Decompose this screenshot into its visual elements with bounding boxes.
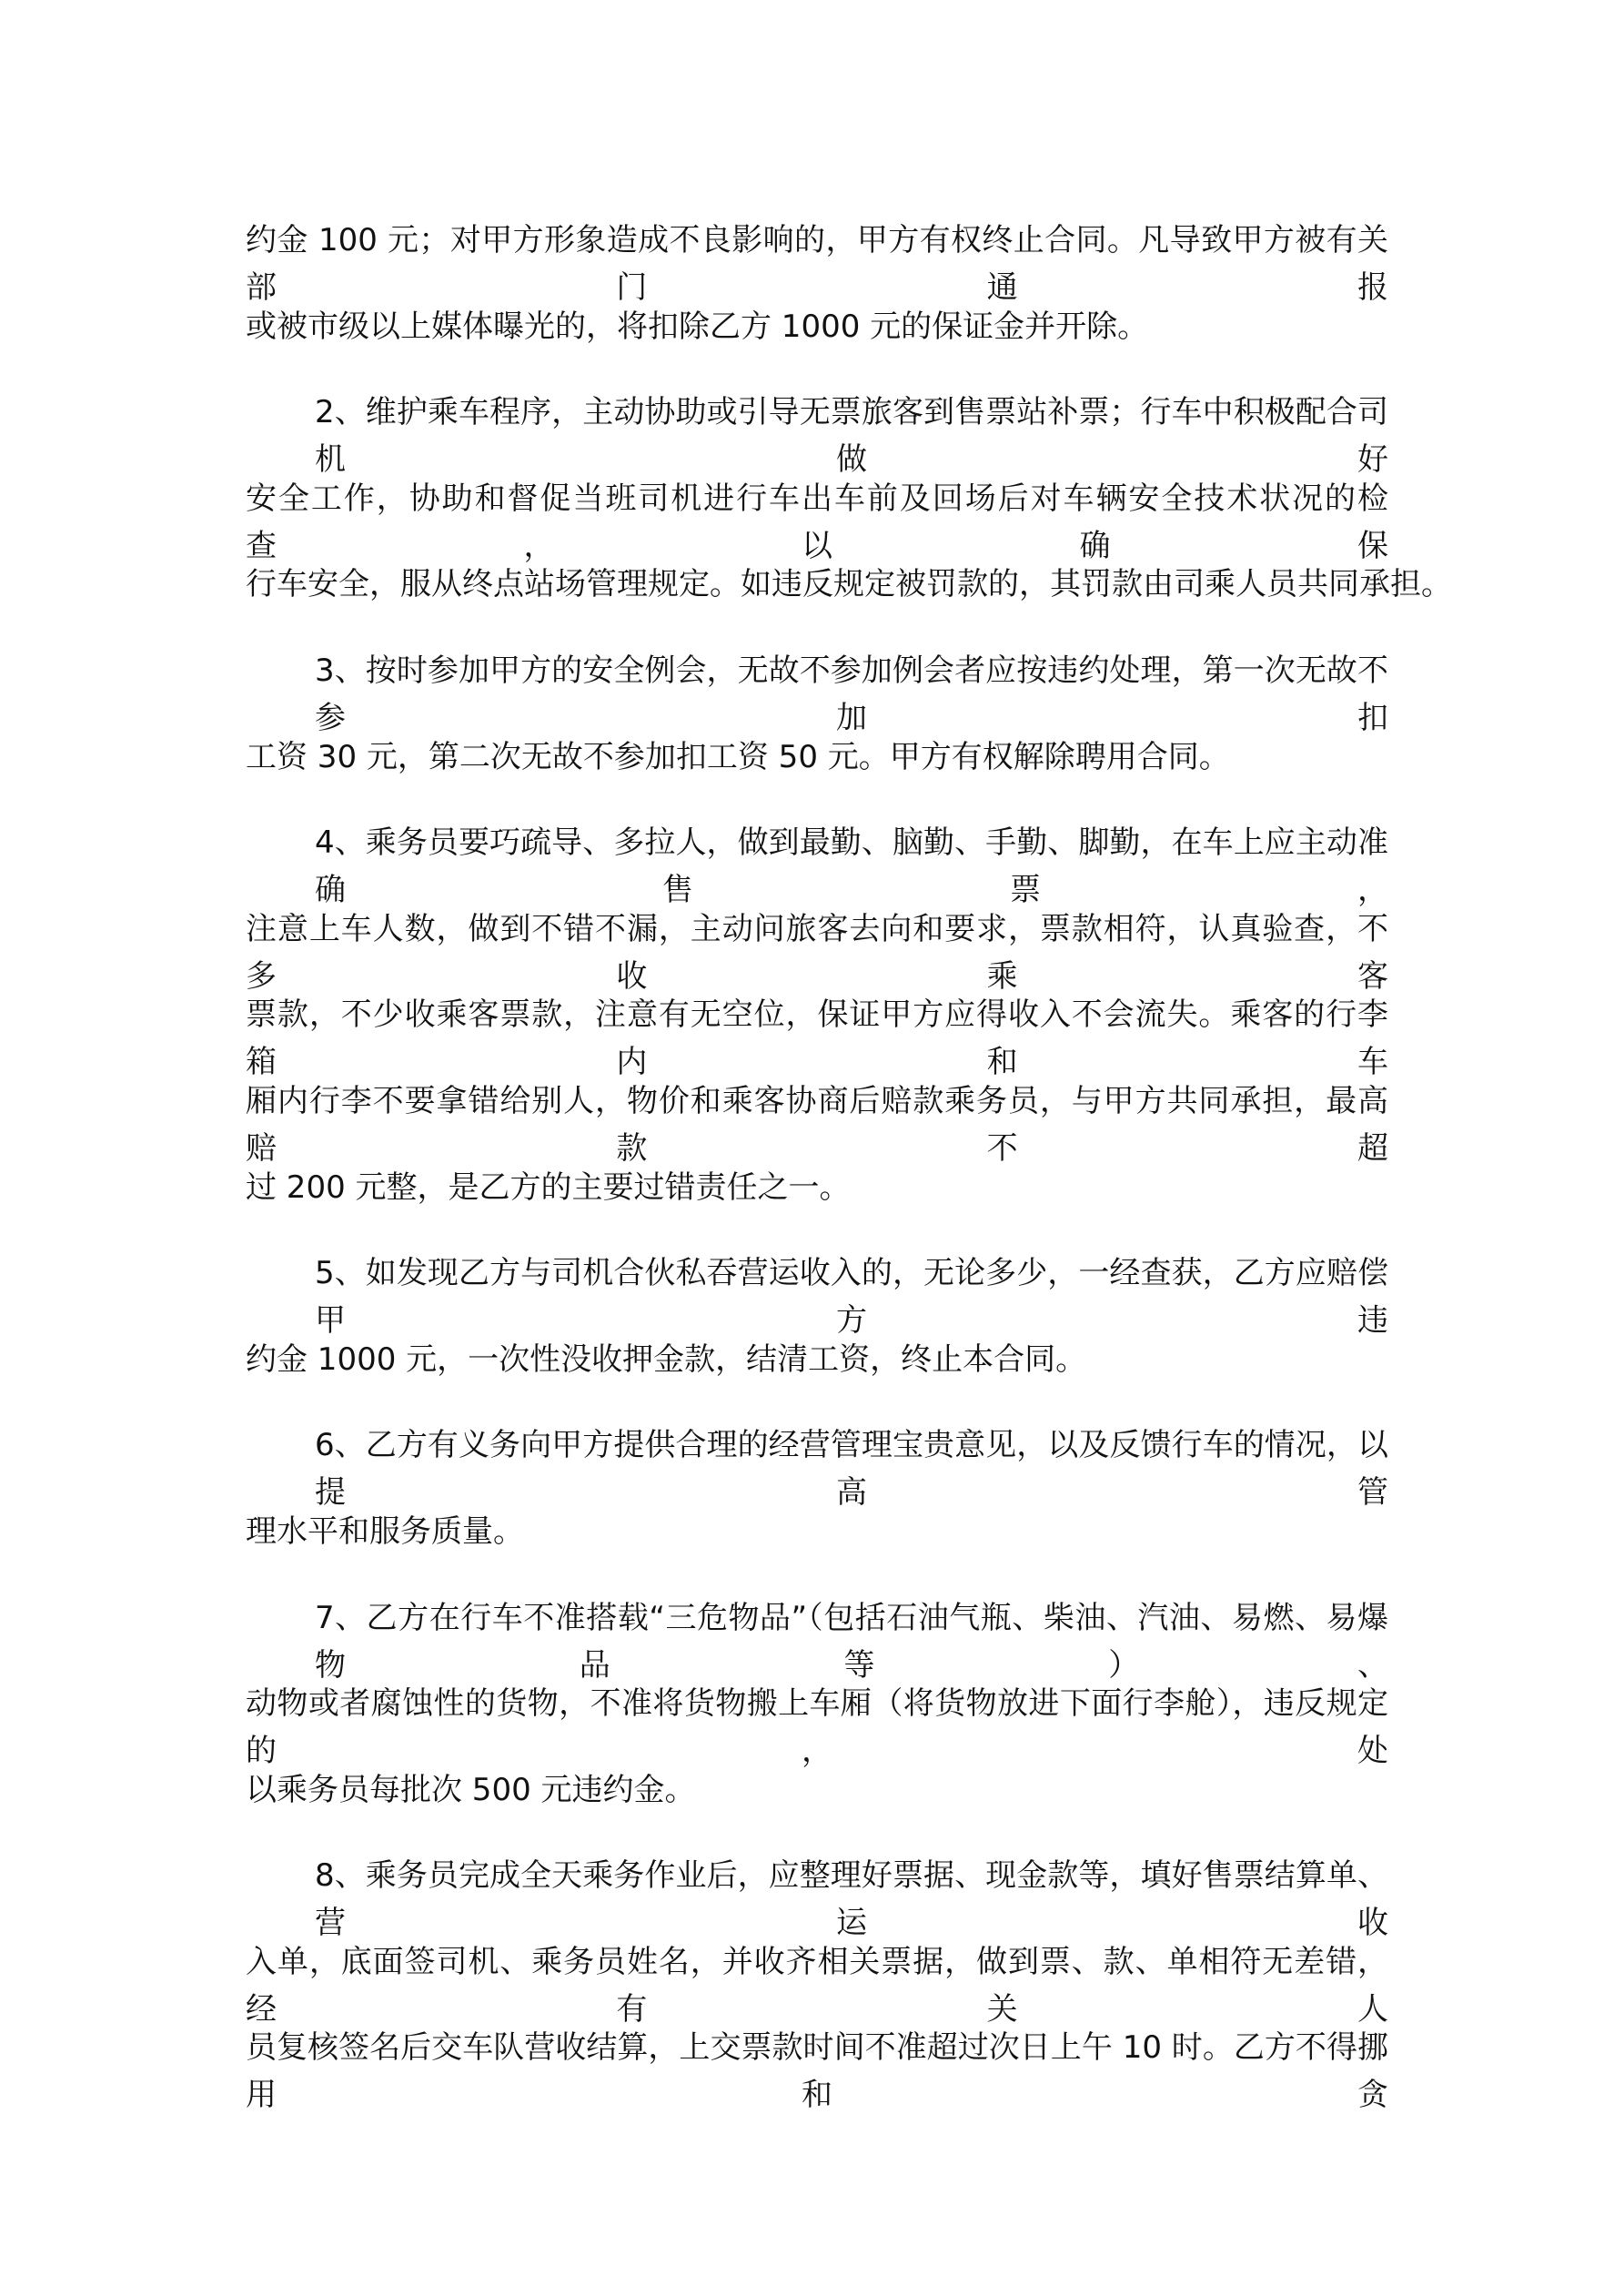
paragraph bbox=[246, 389, 1452, 647]
text-line: 厢内行李不要拿错给别人，物价和乘客协商后赔款乘务员，与甲方共同承担，最高赔款不超 bbox=[246, 1082, 1388, 1167]
paragraph bbox=[246, 1594, 1388, 1853]
document-body bbox=[246, 217, 1452, 2114]
paragraph bbox=[246, 647, 1388, 819]
text-line: 约金 100 元；对甲方形象造成不良影响的，甲方有权终止合同。凡导致甲方被有关部门通报 bbox=[246, 222, 1388, 306]
text-line: 注意上车人数，做到不错不漏，主动问旅客去向和要求，票款相符，认真验查，不多收乘客 bbox=[246, 910, 1388, 995]
text-line: 3、按时参加甲方的安全例会，无故不参加例会者应按违约处理，第一次无故不参加扣 bbox=[315, 652, 1388, 736]
text-line: 5、如发现乙方与司机合伙私吞营运收入的，无论多少，一经查获，乙方应赔偿甲方违 bbox=[315, 1255, 1388, 1340]
text-line: 或被市级以上媒体曝光的，将扣除乙方 1000 元的保证金并开除。 bbox=[246, 308, 1149, 345]
paragraph bbox=[246, 1852, 1388, 2114]
paragraph bbox=[246, 1249, 1388, 1421]
text-line: 过 200 元整，是乙方的主要过错责任之一。 bbox=[246, 1168, 851, 1206]
text-line: 行车安全，服从终点站场管理规定。如违反规定被罚款的，其罚款由司乘人员共同承担。 bbox=[246, 566, 1452, 603]
text-line: 票款，不少收乘客票款，注意有无空位，保证甲方应得收入不会流失。乘客的行李箱内和车 bbox=[246, 996, 1388, 1081]
paragraph bbox=[246, 217, 1388, 389]
paragraph bbox=[246, 1421, 1388, 1593]
text-line: 8、乘务员完成全天乘务作业后，应整理好票据、现金款等，填好售票结算单、营运收 bbox=[315, 1857, 1388, 1942]
text-line: 工资 30 元，第二次无故不参加扣工资 50 元。甲方有权解除聘用合同。 bbox=[246, 738, 1230, 775]
text-line: 理水平和服务质量。 bbox=[246, 1512, 524, 1550]
text-line: 动物或者腐蚀性的货物，不准将货物搬上车厢（将货物放进下面行李舱），违反规定的，处 bbox=[246, 1685, 1388, 1770]
text-line: 4、乘务员要巧疏导、多拉人，做到最勤、脑勤、手勤、脚勤，在车上应主动准确售票， bbox=[315, 824, 1388, 909]
text-line: 员复核签名后交车队营收结算，上交票款时间不准超过次日上午 10 时。乙方不得挪用和贪 bbox=[246, 2029, 1388, 2114]
paragraph bbox=[246, 819, 1388, 1249]
text-line: 安全工作，协助和督促当班司机进行车出车前及回场后对车辆安全技术状况的检查，以确保 bbox=[246, 480, 1388, 564]
text-line: 6、乙方有义务向甲方提供合理的经营管理宝贵意见，以及反馈行车的情况，以提高管 bbox=[315, 1427, 1388, 1512]
text-line: 约金 1000 元，一次性没收押金款，结清工资，终止本合同。 bbox=[246, 1340, 1087, 1378]
text-line: 以乘务员每批次 500 元违约金。 bbox=[246, 1771, 696, 1808]
text-line: 7、乙方在行车不准搭载“三危物品”（包括石油气瓶、柴油、汽油、易燃、易爆物品等）、 bbox=[315, 1599, 1388, 1684]
text-line: 入单，底面签司机、乘务员姓名，并收齐相关票据，做到票、款、单相符无差错，经有关人 bbox=[246, 1943, 1388, 2028]
text-line: 2、维护乘车程序，主动协助或引导无票旅客到售票站补票；行车中积极配合司机做好 bbox=[315, 394, 1388, 479]
